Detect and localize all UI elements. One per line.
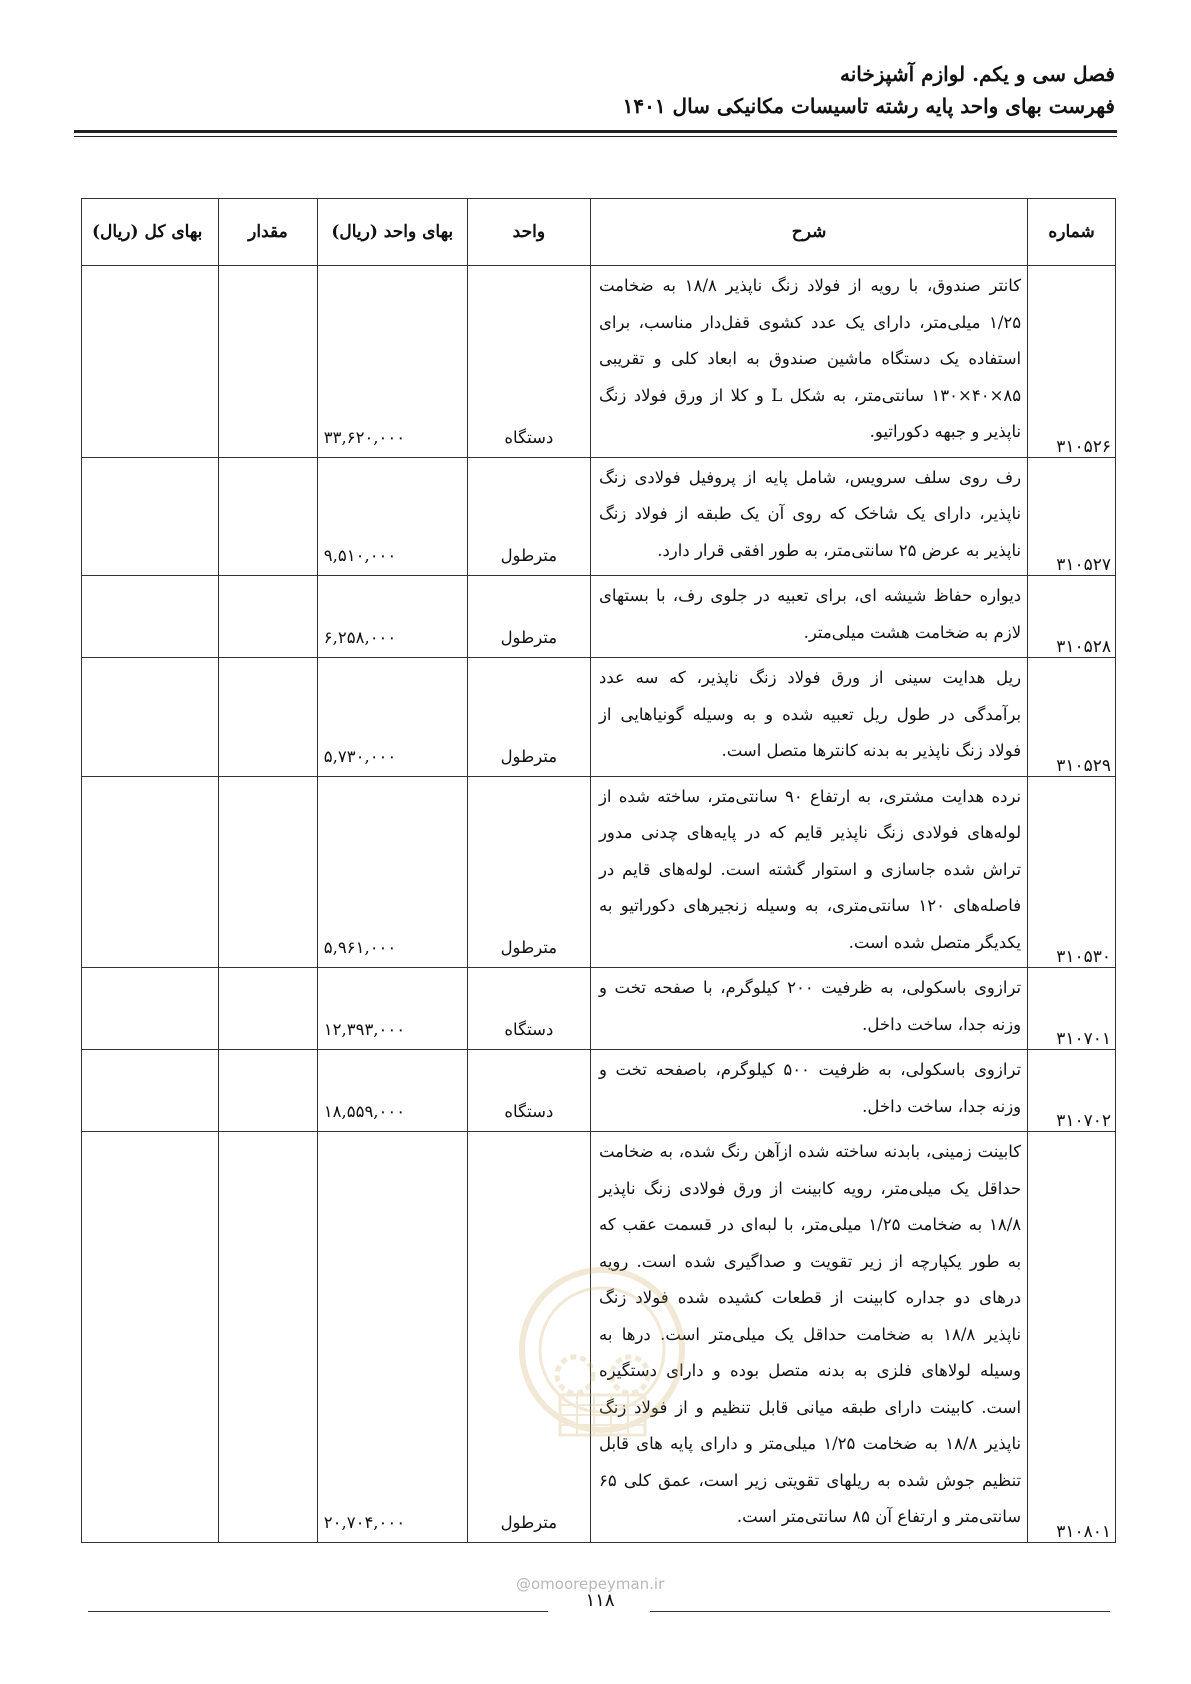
row-unit: دستگاه <box>467 968 590 1050</box>
table-row <box>82 658 1116 777</box>
table-row <box>82 776 1116 968</box>
footer-rule-right <box>650 1611 1110 1612</box>
header-description: شرح <box>590 199 1027 266</box>
row-description: کانتر صندوق، با رویه از فولاد زنگ ناپذیر ۱۸/۸ به ضخامت ۱/۲۵ میلی‌متر، دارای یک عدد کشوی قفل‌دار مناسب، برای استفاده یک دستگاه ماشین صندوق به ابعاد کلی و تقریبی ۸۵×۴۰×۱۳۰ سانتی‌متر، به شکل L و کلا از ورق فولاد زنگ ناپذیر و جبهه دکوراتیو. <box>590 266 1027 458</box>
row-number: ۳۱۰۵۲۸ <box>1028 576 1116 658</box>
row-total-price <box>82 1050 219 1132</box>
row-unit-price: ۱۸,۵۵۹,۰۰۰ <box>317 1050 467 1132</box>
page-header <box>76 58 1115 122</box>
row-number: ۳۱۰۵۲۶ <box>1028 266 1116 458</box>
row-total-price <box>82 457 219 576</box>
table-row <box>82 576 1116 658</box>
row-quantity <box>219 266 318 458</box>
row-unit: مترطول <box>467 658 590 777</box>
header-total-price: بهای کل (ریال) <box>82 199 219 266</box>
row-unit-price: ۱۲,۳۹۳,۰۰۰ <box>317 968 467 1050</box>
header-number: شماره <box>1028 199 1116 266</box>
table-row <box>82 1050 1116 1132</box>
header-quantity: مقدار <box>219 199 318 266</box>
row-quantity <box>219 1132 318 1543</box>
row-total-price <box>82 658 219 777</box>
row-quantity <box>219 576 318 658</box>
row-description: ترازوی باسکولی، به ظرفیت ۲۰۰ کیلوگرم، با صفحه تخت و وزنه جدا، ساخت داخل. <box>590 968 1027 1050</box>
row-total-price <box>82 776 219 968</box>
header-rule-thin <box>74 136 1117 137</box>
row-number: ۳۱۰۵۲۹ <box>1028 658 1116 777</box>
row-number: ۳۱۰۵۳۰ <box>1028 776 1116 968</box>
header-unit: واحد <box>467 199 590 266</box>
row-number: ۳۱۰۸۰۱ <box>1028 1132 1116 1543</box>
table-header-row <box>82 199 1116 266</box>
row-description: نرده هدایت مشتری، به ارتفاع ۹۰ سانتی‌متر، ساخته شده از لوله‌های فولادی زنگ ناپذیر قایم که در پایه‌های چدنی مدور تراش شده جاسازی و استوار گشته است. لوله‌های قایم در فاصله‌های ۱۲۰ سانتی‌متری، به وسیله زنجیرهای دکوراتیو به یکدیگر متصل شده است. <box>590 776 1027 968</box>
row-unit: مترطول <box>467 1132 590 1543</box>
table-row <box>82 266 1116 458</box>
row-quantity <box>219 776 318 968</box>
table-row <box>82 968 1116 1050</box>
row-unit-price: ۲۰,۷۰۴,۰۰۰ <box>317 1132 467 1543</box>
table-row <box>82 457 1116 576</box>
row-description: رف روی سلف سرویس، شامل پایه از پروفیل فولادی زنگ ناپذیر، دارای یک شاخک که روی آن یک طبقه از فولاد زنگ ناپذیر به عرض ۲۵ سانتی‌متر، به طور افقی قرار دارد. <box>590 457 1027 576</box>
row-unit-price: ۹,۵۱۰,۰۰۰ <box>317 457 467 576</box>
row-number: ۳۱۰۵۲۷ <box>1028 457 1116 576</box>
row-quantity <box>219 1050 318 1132</box>
row-number: ۳۱۰۷۰۱ <box>1028 968 1116 1050</box>
row-unit-price: ۵,۷۳۰,۰۰۰ <box>317 658 467 777</box>
row-description: ریل هدایت سینی از ورق فولاد زنگ ناپذیر، که سه عدد برآمدگی در طول ریل تعبیه شده و به وسیله گونیاهایی از فولاد زنگ ناپذیر به بدنه کانترها متصل است. <box>590 658 1027 777</box>
row-unit-price: ۶,۲۵۸,۰۰۰ <box>317 576 467 658</box>
row-quantity <box>219 968 318 1050</box>
row-unit: مترطول <box>467 776 590 968</box>
chapter-title: فصل سی و یکم. لوازم آشپزخانه <box>840 62 1115 86</box>
header-unit-price: بهای واحد (ریال) <box>317 199 467 266</box>
row-total-price <box>82 266 219 458</box>
row-quantity <box>219 457 318 576</box>
row-total-price <box>82 968 219 1050</box>
row-description: دیواره حفاظ شیشه ای، برای تعبیه در جلوی رف، با بستهای لازم به ضخامت هشت میلی‌متر. <box>590 576 1027 658</box>
row-quantity <box>219 658 318 777</box>
header-rule-thick <box>74 130 1117 133</box>
row-description: کابینت زمینی، بابدنه ساخته شده ازآهن رنگ شده، به ضخامت حداقل یک میلی‌متر، رویه کابینت از ورق فولادی زنگ ناپذیر ۱۸/۸ به ضخامت ۱/۲۵ میلی‌متر، با لبه‌ای در قسمت عقب که به طور یکپارچه از زیر تقویت و صداگیری شده است. رویه درهای دو جداره کابینت از قطعات کشیده شده فولاد زنگ ناپذیر ۱۸/۸ به ضخامت حداقل یک میلی‌متر است. درها به وسیله لولاهای فلزی به بدنه متصل بوده و دارای دستگیره است. کابینت دارای طبقه میانی قابل تنظیم و از فولاد زنگ ناپذیر ۱۸/۸ به ضخامت ۱/۲۵ میلی‌متر و دارای پایه های قابل تنظیم جوش شده به ریلهای تقویتی زیر است، عمق کلی ۶۵ سانتی‌متر و ارتفاع آن ۸۵ سانتی‌متر است. <box>590 1132 1027 1543</box>
footer-rule-left <box>88 1611 548 1612</box>
watermark-site-text: @omoorepeyman.ir <box>516 1575 665 1593</box>
row-description: ترازوی باسکولی، به ظرفیت ۵۰۰ کیلوگرم، باصفحه تخت و وزنه جدا، ساخت داخل. <box>590 1050 1027 1132</box>
row-unit: دستگاه <box>467 1050 590 1132</box>
page-number: ۱۱۸ <box>585 1590 615 1611</box>
gear-seal-watermark-icon <box>515 1255 690 1465</box>
row-unit: مترطول <box>467 576 590 658</box>
row-unit: دستگاه <box>467 266 590 458</box>
row-total-price <box>82 1132 219 1543</box>
price-list-title: فهرست بهای واحد پایه رشته تاسیسات مکانیکی سال ۱۴۰۱ <box>622 94 1115 118</box>
row-total-price <box>82 576 219 658</box>
row-unit: مترطول <box>467 457 590 576</box>
row-unit-price: ۵,۹۶۱,۰۰۰ <box>317 776 467 968</box>
row-unit-price: ۳۳,۶۲۰,۰۰۰ <box>317 266 467 458</box>
row-number: ۳۱۰۷۰۲ <box>1028 1050 1116 1132</box>
